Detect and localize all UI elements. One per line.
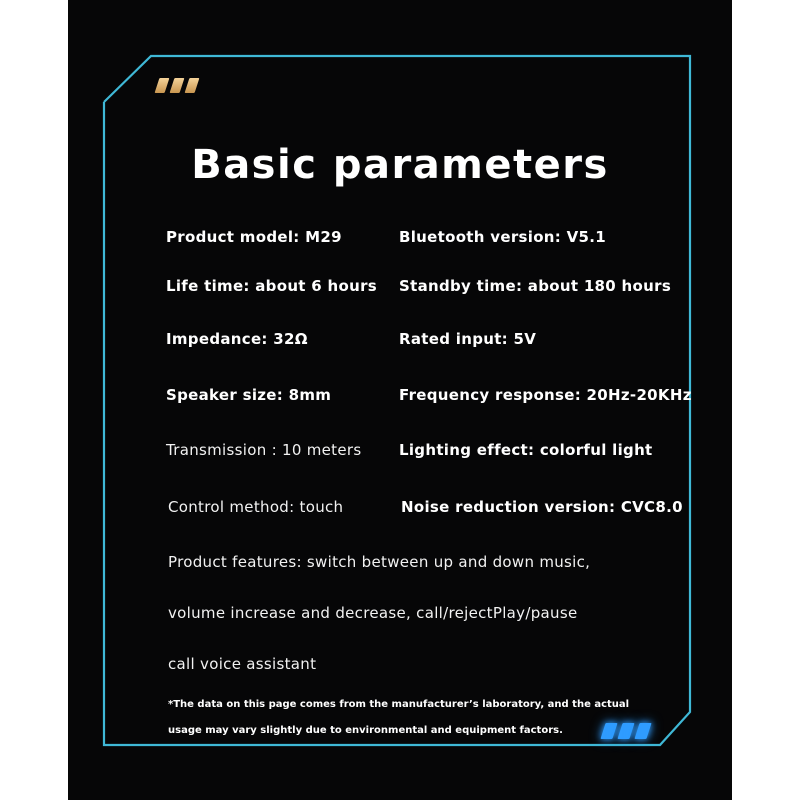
param-life-time: Life time: about 6 hours	[166, 277, 378, 295]
param-bluetooth-version: Bluetooth version: V5.1	[399, 228, 606, 246]
param-standby-time: Standby time: about 180 hours	[399, 277, 672, 295]
param-frequency-response: Frequency response: 20Hz-20KHz	[399, 386, 692, 404]
param-control-method: Control method: touch	[168, 498, 344, 516]
param-speaker-size: Speaker size: 8mm	[166, 386, 332, 404]
param-product-model: Product model: M29	[166, 228, 342, 246]
param-lighting-effect: Lighting effect: colorful light	[399, 441, 653, 459]
param-noise-reduction: Noise reduction version: CVC8.0	[401, 498, 683, 516]
param-rated-input: Rated input: 5V	[399, 330, 537, 348]
features-line-2: volume increase and decrease, call/rejectPlay/pause	[168, 604, 578, 622]
features-line-1: Product features: switch between up and down music,	[168, 553, 591, 571]
footnote-line-1: *The data on this page comes from the manufacturer’s laboratory, and the actual	[168, 699, 630, 710]
features-line-3: call voice assistant	[168, 655, 317, 673]
param-impedance: Impedance: 32Ω	[166, 330, 308, 348]
footnote-line-2: usage may vary slightly due to environmental and equipment factors.	[168, 725, 563, 736]
param-transmission: Transmission : 10 meters	[166, 441, 362, 459]
spec-panel	[68, 0, 732, 800]
page-title: Basic parameters	[191, 142, 609, 188]
